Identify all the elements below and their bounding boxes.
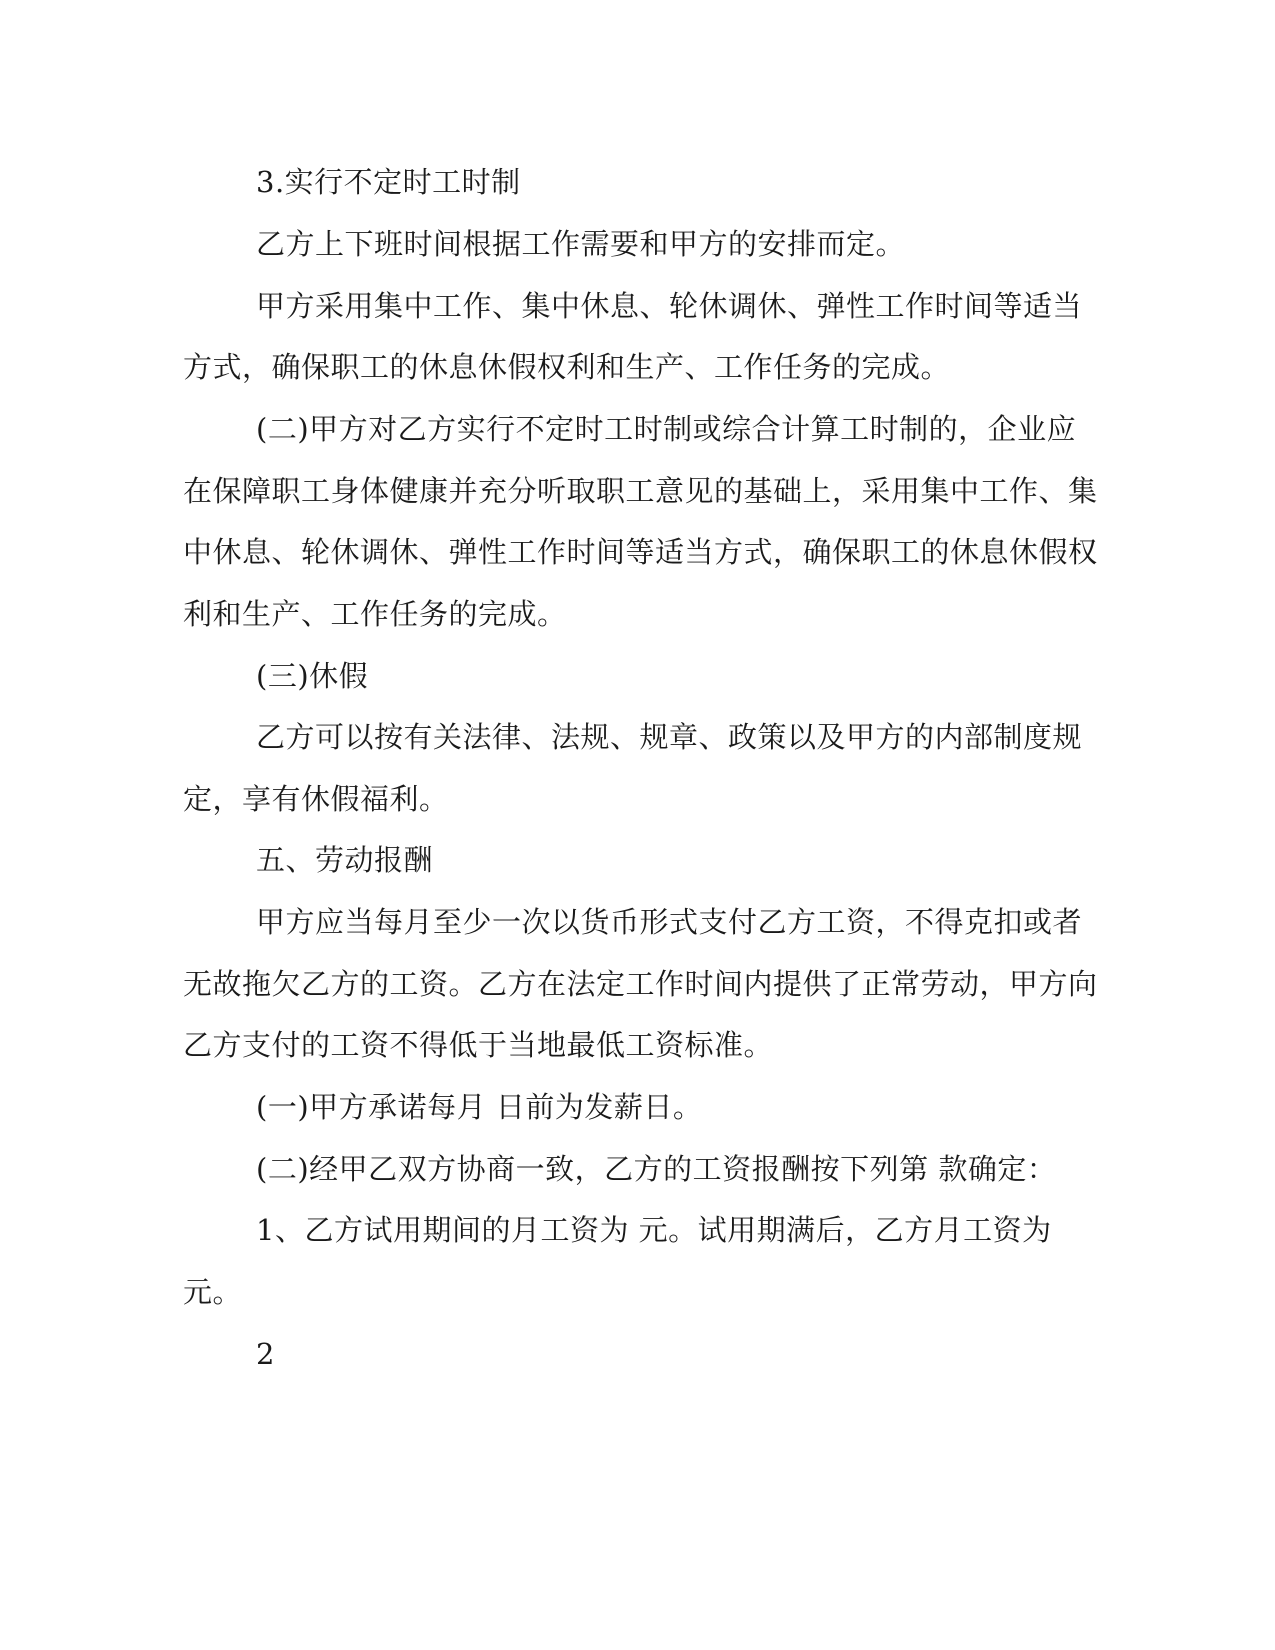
doc-line: (一)甲方承诺每月 日前为发薪日。 xyxy=(256,1090,703,1124)
doc-line: 乙方支付的工资不得低于当地最低工资标准。 xyxy=(183,1028,774,1062)
doc-line: 3.实行不定时工时制 xyxy=(256,165,521,199)
doc-line: 方式，确保职工的休息休假权利和生产、工作任务的完成。 xyxy=(183,350,951,384)
doc-line: (三)休假 xyxy=(256,659,369,693)
doc-line: 利和生产、工作任务的完成。 xyxy=(183,597,567,631)
doc-line: 在保障职工身体健康并充分听取职工意见的基础上，采用集中工作、集 xyxy=(183,474,1098,508)
doc-line: 无故拖欠乙方的工资。乙方在法定工作时间内提供了正常劳动，甲方向 xyxy=(183,967,1098,1001)
doc-line: 乙方上下班时间根据工作需要和甲方的安排而定。 xyxy=(256,227,906,261)
doc-line: 2 xyxy=(256,1337,275,1371)
doc-line: 1、乙方试用期间的月工资为 元。试用期满后，乙方月工资为 xyxy=(256,1213,1052,1247)
doc-line: 乙方可以按有关法律、法规、规章、政策以及甲方的内部制度规 xyxy=(256,720,1083,754)
doc-line: 定，享有休假福利。 xyxy=(183,782,449,816)
doc-line: 甲方采用集中工作、集中休息、轮休调休、弹性工作时间等适当 xyxy=(256,289,1083,323)
doc-line: 中休息、轮休调休、弹性工作时间等适当方式，确保职工的休息休假权 xyxy=(183,535,1098,569)
doc-line: (二)经甲乙双方协商一致，乙方的工资报酬按下列第 款确定： xyxy=(256,1152,1057,1186)
doc-line: 元。 xyxy=(183,1275,243,1309)
doc-line: (二)甲方对乙方实行不定时工时制或综合计算工时制的，企业应 xyxy=(256,412,1077,446)
section-heading: 五、劳动报酬 xyxy=(256,843,434,877)
doc-line: 甲方应当每月至少一次以货币形式支付乙方工资，不得克扣或者 xyxy=(256,905,1083,939)
